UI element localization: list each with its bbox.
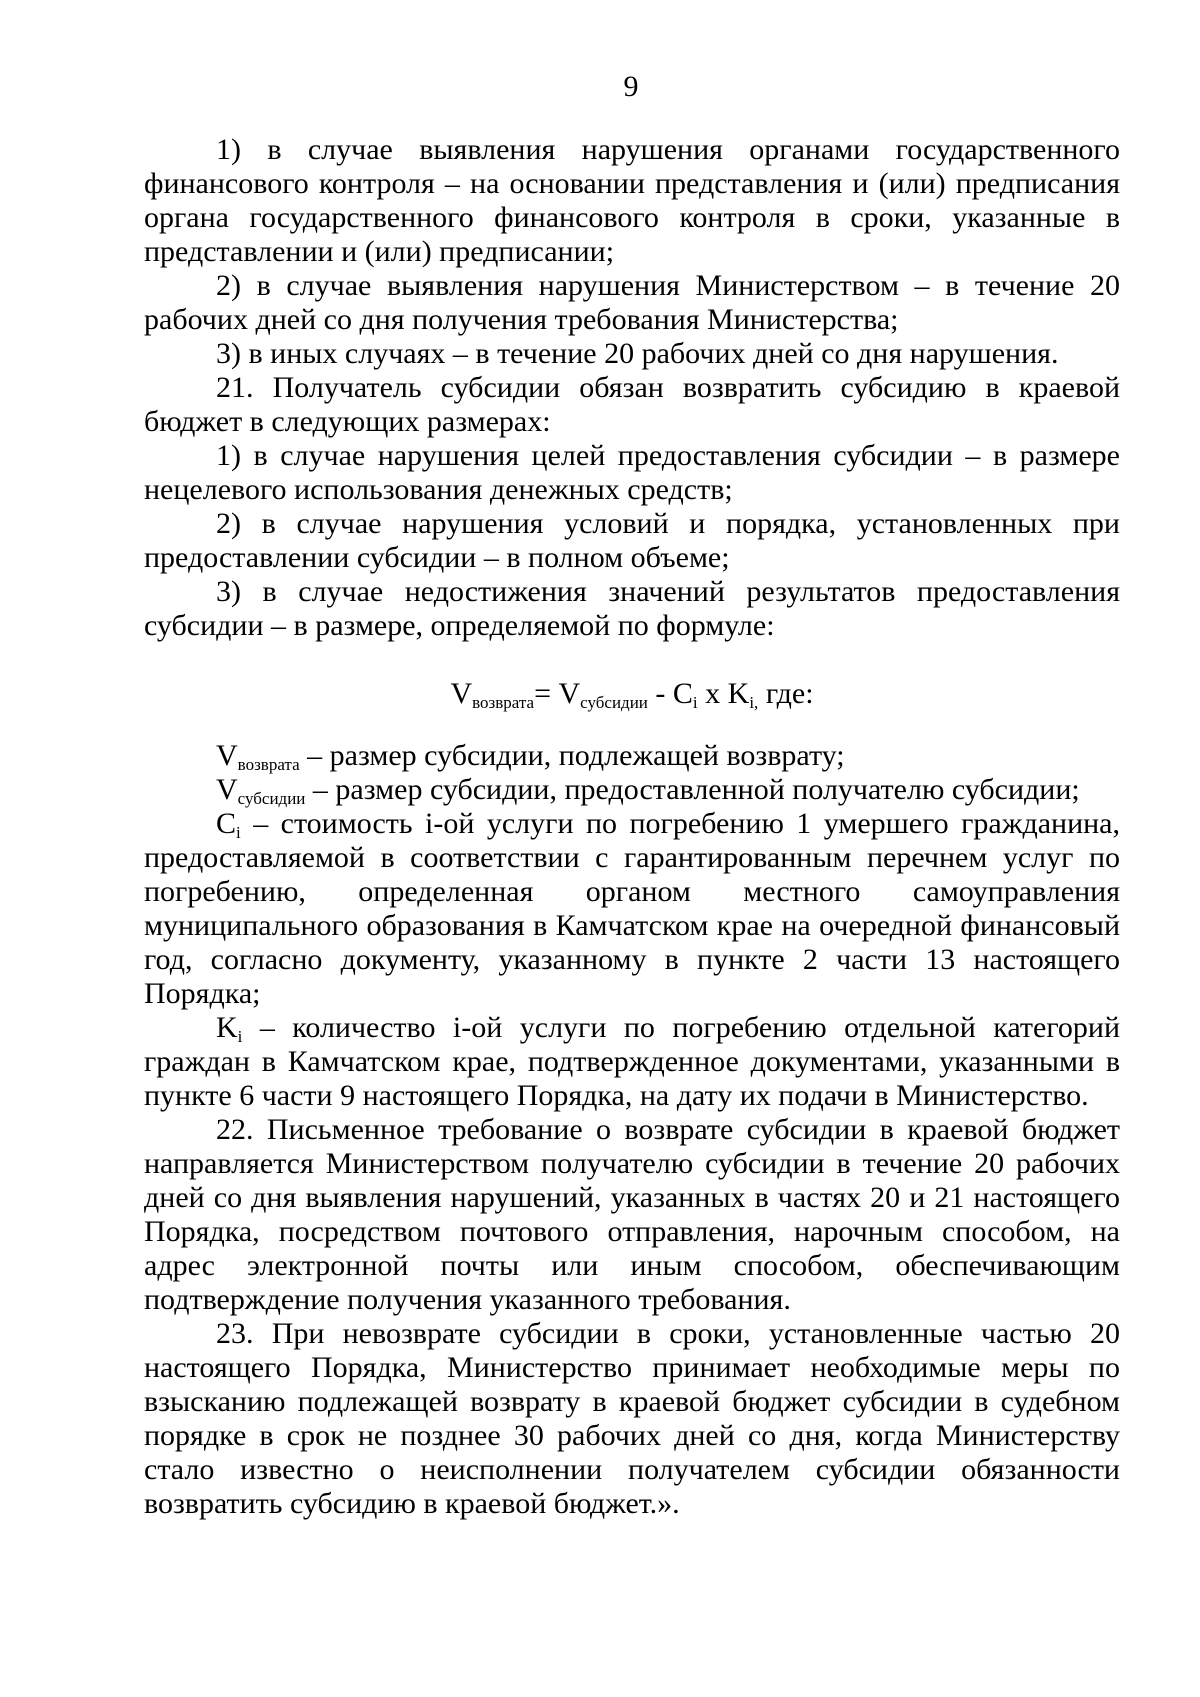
page-number: 9 — [623, 70, 639, 103]
definition-k-i: $K_i$ – количество i-ой услуги по погребению отдельной категорий граждан в Камчатском крае, подтвержденное документами, указанными в пункте 6 части 9 настоящего Порядка, на дату их подачи в Министерство. — [144, 1011, 1120, 1112]
document-body — [144, 133, 1120, 1521]
paragraph-21: 21. Получатель субсидии обязан возвратить субсидию в краевой бюджет в следующих размерах: — [144, 371, 1120, 438]
paragraph-21-3: 3) в случае недостижения значений результатов предоставления субсидии – в размере, определяемой по формуле: — [144, 575, 1120, 642]
return-formula: $V_{возврата}= V_{субсидии} - C_i$ х $K_{i,}$ где: — [450, 677, 814, 712]
paragraph-23: 23. При невозврате субсидии в сроки, установленные частью 20 настоящего Порядка, Министерство принимает необходимые меры по взысканию подлежащей возврату в краевой бюджет субсидии в судебном порядке в срок не позднее 30 рабочих дней со дня, когда Министерству стало известно о неисполнении получателем субсидии обязанности возвратить субсидию в краевой бюджет.». — [144, 1317, 1120, 1520]
paragraph-20-2: 2) в случае выявления нарушения Министерством – в течение 20 рабочих дней со дня получения требования Министерства; — [144, 269, 1120, 336]
paragraph-22: 22. Письменное требование о возврате субсидии в краевой бюджет направляется Министерством получателю субсидии в течение 20 рабочих дней со дня выявления нарушений, указанных в частях 20 и 21 настоящего Порядка, посредством почтового отправления, нарочным способом, на адрес электронной почты или иным способом, обеспечивающим подтверждение получения указанного требования. — [144, 1113, 1120, 1316]
paragraph-21-2: 2) в случае нарушения условий и порядка, установленных при предоставлении субсидии – в полном объеме; — [144, 507, 1120, 574]
definition-v-subsidy: $V_{субсидии}$ – размер субсидии, предоставленной получателю субсидии; — [216, 773, 1080, 808]
definition-v-return: $V_{возврата}$ – размер субсидии, подлежащей возврату; — [216, 739, 845, 774]
paragraph-20-3: 3) в иных случаях – в течение 20 рабочих дней со дня нарушения. — [216, 337, 1059, 370]
paragraph-21-1: 1) в случае нарушения целей предоставления субсидии – в размере нецелевого использования денежных средств; — [144, 439, 1120, 506]
formula-v-subsidy: $V_{субсидии}$ — [558, 677, 648, 712]
paragraph-20-1: 1) в случае выявления нарушения органами государственного финансового контроля – на основании представления и (или) предписания органа государственного финансового контроля в сроки, указанные в представлении и (или) предписании; — [144, 133, 1120, 268]
formula-v-return: $V_{возврата}$ — [450, 677, 535, 712]
definition-c-i: $C_i$ – стоимость i-ой услуги по погребению 1 умершего гражданина, предоставляемой в соответствии с гарантированным перечнем услуг по погребению, определенная органом местного самоуправления муниципального образования в Камчатском крае на очередной финансовый год, согласно документу, указанному в пункте 2 части 13 настоящего Порядка; — [144, 807, 1120, 1010]
formula-k-i: $K_{i,}$ — [727, 677, 759, 712]
formula-c-i: $C_i$ — [672, 677, 698, 712]
